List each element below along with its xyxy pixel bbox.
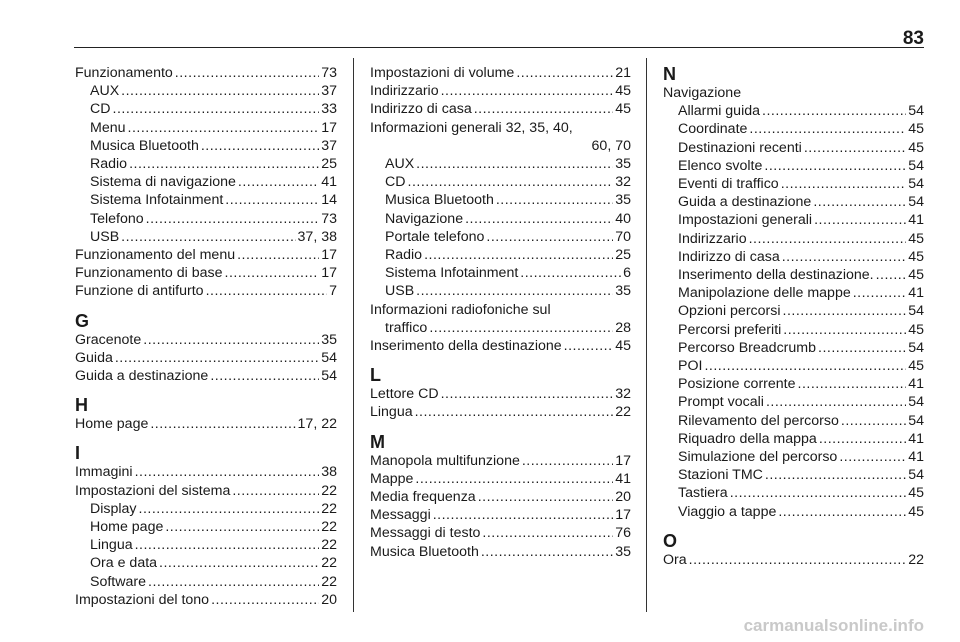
index-subentry[interactable] bbox=[370, 155, 631, 173]
index-entry-page[interactable]: 37 bbox=[321, 83, 337, 100]
index-entry-label: Messaggi di testo bbox=[370, 525, 481, 542]
index-entry-label: Media frequenza bbox=[370, 489, 476, 506]
index-entry-page[interactable]: 22 bbox=[321, 555, 337, 572]
dot-leader bbox=[201, 137, 319, 155]
index-entry[interactable] bbox=[75, 349, 337, 367]
index-entry-heading: Informazioni radiofoniche sul bbox=[370, 301, 551, 318]
dot-leader bbox=[148, 573, 319, 591]
index-subentry[interactable] bbox=[75, 228, 337, 246]
dot-leader bbox=[206, 282, 328, 300]
index-subentry[interactable] bbox=[75, 173, 337, 191]
index-letter-heading: N bbox=[663, 64, 676, 84]
dot-leader bbox=[841, 412, 906, 430]
index-entry-page[interactable]: 45 bbox=[908, 267, 924, 284]
index-entry-label: Musica Bluetooth bbox=[90, 137, 199, 154]
index-entry-label: Ora bbox=[663, 551, 687, 568]
index-entry-label: AUX bbox=[385, 156, 415, 173]
index-entry-label: Guida bbox=[75, 349, 113, 366]
index-entry-label: Funzione di antifurto bbox=[75, 283, 204, 300]
index-entry-page[interactable]: 20 bbox=[321, 591, 337, 608]
index-entry[interactable] bbox=[370, 82, 631, 100]
index-entry-page[interactable]: 14 bbox=[321, 192, 337, 209]
index-entry-label: POI bbox=[678, 358, 703, 375]
index-entry-page[interactable]: 25 bbox=[615, 247, 631, 264]
index-entry-page[interactable]: 22 bbox=[321, 482, 337, 499]
index-entry-page[interactable]: 54 bbox=[908, 467, 924, 484]
dot-leader bbox=[139, 500, 320, 518]
index-entry-page[interactable]: 54 bbox=[908, 303, 924, 320]
dot-leader bbox=[564, 337, 614, 355]
dot-leader bbox=[819, 430, 906, 448]
index-entry-label: Impostazioni di volume bbox=[370, 65, 515, 81]
index-entry[interactable] bbox=[370, 524, 631, 542]
index-entry-page[interactable]: 54 bbox=[321, 349, 337, 366]
dot-leader bbox=[762, 102, 906, 120]
index-entry-page[interactable]: 22 bbox=[321, 500, 337, 517]
index-subentry[interactable] bbox=[663, 157, 924, 175]
index-entry-label: Impostazioni del sistema bbox=[75, 482, 231, 499]
index-subentry[interactable] bbox=[663, 448, 924, 466]
index-entry[interactable] bbox=[75, 331, 337, 349]
dot-leader bbox=[804, 139, 906, 157]
index-entry-page[interactable]: 45 bbox=[908, 358, 924, 375]
index-entry-label: Messaggi bbox=[370, 507, 431, 524]
index-subentry[interactable] bbox=[663, 412, 924, 430]
index-entry-page[interactable]: 41 bbox=[908, 376, 924, 393]
index-entry-label: CD bbox=[90, 101, 111, 118]
index-entry-page[interactable]: 17, 22 bbox=[297, 416, 337, 433]
index-entry-page[interactable]: 22 bbox=[321, 573, 337, 590]
index-entry-page[interactable]: 28 bbox=[615, 319, 631, 336]
index-subentry[interactable] bbox=[75, 100, 337, 118]
index-subentry[interactable] bbox=[663, 339, 924, 357]
index-entry-page[interactable]: 54 bbox=[908, 412, 924, 429]
index-entry-label: AUX bbox=[90, 83, 120, 100]
dot-leader bbox=[839, 448, 906, 466]
index-entry-page[interactable]: 17 bbox=[321, 247, 337, 264]
dot-leader bbox=[408, 173, 614, 191]
index-entry[interactable] bbox=[663, 551, 924, 569]
index-entry-page[interactable]: 45 bbox=[615, 338, 631, 355]
index-entry-label: Musica Bluetooth bbox=[370, 543, 479, 560]
index-entry-label: Lingua bbox=[370, 404, 413, 421]
index-entry-page[interactable]: 17 bbox=[321, 265, 337, 282]
dot-leader bbox=[225, 264, 320, 282]
index-entry-page[interactable]: 22 bbox=[615, 404, 631, 421]
index-entry-label: Manopola multifunzione bbox=[370, 452, 520, 469]
index-subentry[interactable] bbox=[663, 139, 924, 157]
dot-leader bbox=[238, 173, 319, 191]
index-entry-label: Viaggio a tappe bbox=[678, 503, 777, 520]
index-entry-page[interactable]: 54 bbox=[908, 176, 924, 193]
index-entry-page[interactable]: 45 bbox=[615, 101, 631, 118]
index-entry[interactable] bbox=[75, 591, 337, 609]
index-subentry[interactable] bbox=[370, 210, 631, 228]
index-entry-label: Coordinate bbox=[678, 121, 748, 138]
index-subentry[interactable] bbox=[663, 266, 924, 284]
index-entry-label: Posizione corrente bbox=[678, 376, 796, 393]
index-entry-page[interactable]: 20 bbox=[615, 489, 631, 506]
index-entry-page[interactable]: 54 bbox=[908, 103, 924, 120]
dot-leader bbox=[474, 100, 613, 118]
dot-leader bbox=[818, 339, 906, 357]
dot-leader bbox=[781, 175, 907, 193]
index-entry-page[interactable]: 45 bbox=[615, 83, 631, 100]
dot-leader bbox=[766, 393, 906, 411]
dot-leader bbox=[486, 228, 613, 246]
index-subentry[interactable] bbox=[663, 248, 924, 266]
index-entry-label: Tastiera bbox=[678, 485, 728, 502]
index-subentry[interactable] bbox=[75, 119, 337, 137]
index-entry[interactable] bbox=[370, 100, 631, 118]
index-entry-page[interactable]: 32 bbox=[615, 174, 631, 191]
dot-leader bbox=[465, 210, 613, 228]
dot-leader bbox=[783, 321, 906, 339]
index-entry-page[interactable]: 45 bbox=[908, 230, 924, 247]
dot-leader bbox=[520, 264, 621, 282]
index-entry-page[interactable]: 54 bbox=[908, 157, 924, 174]
index-entry[interactable] bbox=[370, 506, 631, 524]
index-entry-label: Funzionamento del menu bbox=[75, 247, 236, 264]
dot-leader bbox=[415, 403, 614, 421]
dot-leader bbox=[115, 349, 319, 367]
index-entry-page[interactable]: 45 bbox=[908, 485, 924, 502]
index-entry-label: Software bbox=[90, 573, 146, 590]
page-number: 83 bbox=[902, 28, 924, 49]
dot-leader bbox=[433, 506, 613, 524]
index-entry-page[interactable]: 41 bbox=[321, 174, 337, 191]
dot-leader bbox=[143, 331, 319, 349]
index-entry-page[interactable]: 25 bbox=[321, 156, 337, 173]
dot-leader bbox=[782, 248, 906, 266]
index-column-2 bbox=[370, 64, 631, 561]
header-rule bbox=[74, 47, 924, 48]
dot-leader bbox=[730, 484, 907, 502]
index-letter-heading: M bbox=[370, 431, 385, 452]
dot-leader bbox=[516, 64, 613, 82]
dot-leader bbox=[765, 466, 906, 484]
index-entry-label: Prompt vocali bbox=[678, 394, 764, 411]
dot-leader bbox=[749, 230, 907, 248]
dot-leader bbox=[121, 82, 319, 100]
index-subentry[interactable] bbox=[663, 102, 924, 120]
dot-leader bbox=[783, 302, 907, 320]
index-subentry[interactable] bbox=[663, 321, 924, 339]
index-entry-label: Allarmi guida bbox=[678, 103, 761, 120]
index-entry-page[interactable]: 35 bbox=[615, 156, 631, 173]
index-entry-label: Indirizzario bbox=[370, 83, 439, 100]
index-letter-heading: L bbox=[370, 365, 381, 386]
index-subentry[interactable] bbox=[370, 264, 631, 282]
index-subentry[interactable] bbox=[75, 573, 337, 591]
index-entry-label: Home page bbox=[90, 519, 164, 536]
index-entry-label: Home page bbox=[75, 416, 149, 433]
index-subentry[interactable] bbox=[370, 173, 631, 191]
index-entry-label: Radio bbox=[90, 156, 128, 173]
index-entry-label: Funzionamento di base bbox=[75, 265, 223, 282]
index-entry-label: Radio bbox=[385, 247, 423, 264]
index-entry-label: Indirizzo di casa bbox=[370, 101, 472, 118]
index-entry-page[interactable]: 73 bbox=[321, 65, 337, 81]
dot-leader bbox=[798, 375, 907, 393]
dot-leader bbox=[121, 228, 295, 246]
index-entry-page[interactable]: 41 bbox=[615, 470, 631, 487]
index-subentry[interactable] bbox=[75, 500, 337, 518]
index-entry-page[interactable]: 73 bbox=[321, 210, 337, 227]
dot-leader bbox=[129, 155, 319, 173]
dot-leader bbox=[522, 452, 613, 470]
index-subentry[interactable] bbox=[663, 466, 924, 484]
index-entry-page[interactable]: 17 bbox=[615, 507, 631, 524]
index-entry[interactable] bbox=[370, 543, 631, 561]
dot-leader bbox=[165, 518, 319, 536]
index-entry-label: Menu bbox=[90, 119, 126, 136]
index-subentry[interactable] bbox=[663, 302, 924, 320]
index-entry-page[interactable]: 45 bbox=[908, 503, 924, 520]
index-entry-label: Simulazione del percorso bbox=[678, 449, 838, 466]
index-entry-page[interactable]: 40 bbox=[615, 210, 631, 227]
index-entry-label: USB bbox=[90, 228, 120, 245]
dot-leader bbox=[159, 554, 319, 572]
index-subentry[interactable] bbox=[663, 375, 924, 393]
index-entry[interactable] bbox=[75, 367, 337, 385]
dot-leader bbox=[778, 503, 906, 521]
index-column-1 bbox=[75, 64, 337, 609]
dot-leader bbox=[150, 415, 295, 433]
index-entry-label: CD bbox=[385, 174, 406, 191]
index-subentry[interactable] bbox=[75, 82, 337, 100]
index-subentry[interactable] bbox=[75, 191, 337, 209]
index-entry-label: Guida a destinazione bbox=[75, 368, 209, 385]
index-entry-page[interactable]: 45 bbox=[908, 248, 924, 265]
index-entry-page[interactable]: 35 bbox=[615, 192, 631, 209]
index-entry-page[interactable]: 7 bbox=[329, 283, 337, 300]
index-entry-label: Immagini bbox=[75, 464, 133, 481]
index-entry-label: Portale telefono bbox=[385, 228, 485, 245]
index-entry-heading: Navigazione bbox=[663, 85, 742, 101]
dot-leader bbox=[749, 120, 906, 138]
index-entry-page[interactable]: 38 bbox=[321, 464, 337, 481]
dot-leader bbox=[496, 191, 613, 209]
index-subentry[interactable] bbox=[75, 155, 337, 173]
dot-leader bbox=[814, 211, 906, 229]
index-entry-page[interactable]: 35 bbox=[615, 543, 631, 560]
index-subentry[interactable] bbox=[663, 193, 924, 211]
index-entry-page[interactable]: 22 bbox=[321, 519, 337, 536]
index-entry-label: Manipolazione delle mappe bbox=[678, 285, 851, 302]
index-entry-page[interactable]: 54 bbox=[908, 194, 924, 211]
index-entry[interactable] bbox=[75, 415, 337, 433]
index-entry-page[interactable]: 35 bbox=[615, 283, 631, 300]
dot-leader bbox=[764, 157, 906, 175]
index-entry-page[interactable]: 35 bbox=[321, 331, 337, 348]
index-entry-page[interactable]: 33 bbox=[321, 101, 337, 118]
column-separator bbox=[646, 58, 647, 612]
index-subentry[interactable] bbox=[75, 554, 337, 572]
dot-leader bbox=[232, 482, 319, 500]
dot-leader bbox=[416, 155, 613, 173]
index-entry-page[interactable]: 17 bbox=[615, 452, 631, 469]
dot-leader bbox=[429, 319, 613, 337]
index-letter-heading: H bbox=[75, 395, 88, 416]
index-entry-label: Sistema Infotainment bbox=[90, 192, 224, 209]
index-entry-page[interactable]: 41 bbox=[908, 449, 924, 466]
index-subentry[interactable] bbox=[663, 357, 924, 375]
index-subentry[interactable] bbox=[75, 137, 337, 155]
dot-leader bbox=[146, 210, 320, 228]
index-entry-page[interactable]: 76 bbox=[615, 525, 631, 542]
index-entry-page[interactable]: 22 bbox=[908, 551, 924, 568]
dot-leader bbox=[704, 357, 906, 375]
index-entry-page[interactable]: 70 bbox=[615, 228, 631, 245]
index-entry-heading: Informazioni generali 32, 35, 40, bbox=[370, 119, 573, 136]
dot-leader bbox=[478, 488, 614, 506]
index-entry-page[interactable]: 22 bbox=[321, 537, 337, 554]
dot-leader bbox=[135, 536, 320, 554]
dot-leader bbox=[113, 100, 320, 118]
index-entry-label: Opzioni percorsi bbox=[678, 303, 781, 320]
index-entry[interactable] bbox=[75, 282, 337, 300]
index-entry-label: Rilevamento del percorso bbox=[678, 412, 839, 429]
dot-leader bbox=[135, 463, 320, 481]
dot-leader bbox=[481, 543, 613, 561]
index-entry-page[interactable]: 21 bbox=[615, 65, 631, 81]
dot-leader bbox=[211, 591, 319, 609]
dot-leader bbox=[441, 82, 614, 100]
index-entry-label: Sistema di navigazione bbox=[90, 174, 236, 191]
index-letter-heading: I bbox=[75, 443, 81, 464]
index-entry-page[interactable]: 54 bbox=[908, 339, 924, 356]
index-subentry[interactable] bbox=[370, 282, 631, 300]
index-subentry[interactable] bbox=[75, 210, 337, 228]
index-letter-heading: G bbox=[75, 310, 90, 331]
index-subentry[interactable] bbox=[663, 484, 924, 502]
index-entry-page[interactable]: 45 bbox=[908, 139, 924, 156]
index-subentry[interactable] bbox=[663, 430, 924, 448]
index-entry-label: Eventi di traffico bbox=[678, 176, 779, 193]
dot-leader bbox=[876, 266, 907, 284]
dot-leader bbox=[424, 246, 613, 264]
index-subentry[interactable] bbox=[370, 246, 631, 264]
index-entry-label: Indirizzo di casa bbox=[678, 248, 780, 265]
dot-leader bbox=[416, 282, 613, 300]
index-entry-label: Guida a destinazione bbox=[678, 194, 812, 211]
index-entry-label: Gracenote bbox=[75, 331, 142, 348]
index-entry-page[interactable]: 45 bbox=[908, 121, 924, 138]
index-entry[interactable] bbox=[75, 463, 337, 481]
index-entry-page[interactable]: 37 bbox=[321, 137, 337, 154]
index-subentry[interactable] bbox=[75, 518, 337, 536]
index-subentry[interactable] bbox=[370, 191, 631, 209]
column-separator bbox=[353, 58, 354, 612]
index-entry-label: Impostazioni generali bbox=[678, 212, 813, 229]
index-entry-label: Percorso Breadcrumb bbox=[678, 339, 816, 356]
watermark: carmanualsonline.info bbox=[743, 616, 924, 635]
index-entry-label: Ora e data bbox=[90, 555, 158, 572]
dot-leader bbox=[225, 191, 319, 209]
dot-leader bbox=[210, 367, 319, 385]
index-entry-label: Percorsi preferiti bbox=[678, 321, 782, 338]
index-entry-page[interactable]: 41 bbox=[908, 430, 924, 447]
index-entry-label: Stazioni TMC bbox=[678, 467, 763, 484]
index-subentry[interactable] bbox=[663, 175, 924, 193]
dot-leader bbox=[813, 193, 906, 211]
dot-leader bbox=[237, 246, 319, 264]
index-subentry[interactable] bbox=[663, 393, 924, 411]
index-entry-label: Indirizzario bbox=[678, 230, 747, 247]
index-entry-page[interactable]: 54 bbox=[908, 394, 924, 411]
index-subentry[interactable] bbox=[663, 120, 924, 138]
index-entry-page[interactable]: 54 bbox=[321, 368, 337, 385]
index-entry[interactable] bbox=[370, 64, 631, 82]
index-entry-label: Sistema Infotainment bbox=[385, 265, 519, 282]
index-entry-label: Lingua bbox=[90, 537, 133, 554]
index-entry-page[interactable]: 45 bbox=[908, 321, 924, 338]
dot-leader bbox=[441, 385, 614, 403]
index-entry-page[interactable]: 32 bbox=[615, 386, 631, 403]
index-entry-label: Funzionamento bbox=[75, 65, 173, 81]
index-entry-label: Destinazioni recenti bbox=[678, 139, 802, 156]
index-entry-label: Telefono bbox=[90, 210, 144, 227]
index-entry[interactable] bbox=[75, 264, 337, 282]
index-entry[interactable] bbox=[370, 488, 631, 506]
index-entry-label: Mappe bbox=[370, 470, 414, 487]
index-subentry[interactable] bbox=[370, 228, 631, 246]
index-entry[interactable] bbox=[370, 385, 631, 403]
dot-leader bbox=[128, 119, 320, 137]
index-entry-label: Inserimento della destinazione bbox=[370, 338, 562, 355]
index-subentry[interactable] bbox=[663, 211, 924, 229]
index-subentry[interactable] bbox=[663, 503, 924, 521]
dot-leader bbox=[689, 551, 907, 569]
index-entry[interactable] bbox=[75, 246, 337, 264]
index-entry-page[interactable]: 17 bbox=[321, 119, 337, 136]
index-subentry[interactable] bbox=[75, 536, 337, 554]
index-entry-page[interactable]: 41 bbox=[908, 285, 924, 302]
index-entry-label: Elenco svolte bbox=[678, 157, 763, 174]
index-entry[interactable] bbox=[75, 482, 337, 500]
index-entry-label: Navigazione bbox=[385, 210, 464, 227]
index-entry-page[interactable]: 6 bbox=[623, 265, 631, 282]
index-subentry[interactable] bbox=[370, 319, 631, 337]
dot-leader bbox=[482, 524, 613, 542]
index-letter-heading: O bbox=[663, 530, 678, 551]
index-entry-label: Riquadro della mappa bbox=[678, 430, 817, 447]
index-entry-label: Impostazioni del tono bbox=[75, 591, 210, 608]
index-entry-label: Musica Bluetooth bbox=[385, 192, 494, 209]
index-entry-label: Display bbox=[90, 500, 137, 517]
index-entry-page[interactable]: 37, 38 bbox=[297, 228, 337, 245]
index-entry[interactable] bbox=[370, 470, 631, 488]
dot-leader bbox=[853, 284, 906, 302]
dot-leader bbox=[175, 64, 319, 82]
index-entry[interactable] bbox=[370, 452, 631, 470]
index-entry[interactable] bbox=[75, 64, 337, 82]
index-entry-pages: 60, 70 bbox=[591, 137, 631, 154]
index-entry-label: traffico bbox=[385, 319, 428, 336]
index-entry-label: Inserimento della destinazione. bbox=[678, 267, 874, 284]
dot-leader bbox=[415, 470, 613, 488]
index-entry-page[interactable]: 41 bbox=[908, 212, 924, 229]
index-subentry[interactable] bbox=[663, 230, 924, 248]
index-entry-label: Lettore CD bbox=[370, 386, 439, 403]
index-entry[interactable] bbox=[370, 337, 631, 355]
index-entry-label: USB bbox=[385, 283, 415, 300]
index-entry[interactable] bbox=[370, 403, 631, 421]
index-column-3 bbox=[663, 64, 924, 569]
index-subentry[interactable] bbox=[663, 284, 924, 302]
